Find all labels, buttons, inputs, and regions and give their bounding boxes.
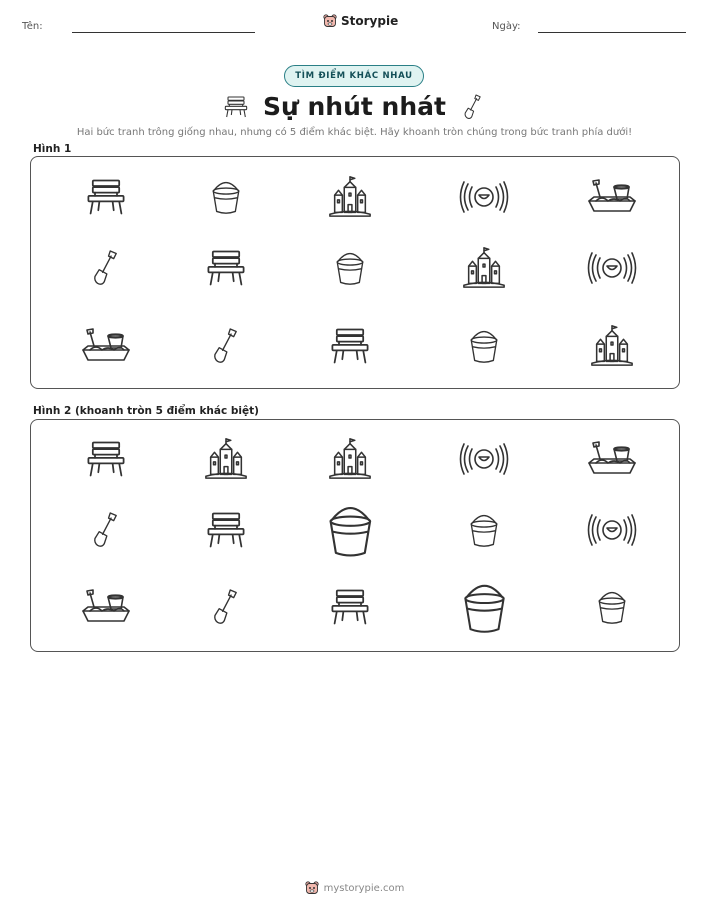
bucket-icon[interactable] [324,501,377,560]
bucket-icon[interactable] [467,327,501,365]
shovel-icon[interactable] [89,506,123,554]
activity-badge: TÌM ĐIỂM KHÁC NHAU [284,65,424,87]
bench-icon[interactable] [204,510,248,550]
bench-icon[interactable] [328,326,372,366]
sandcastle-icon[interactable] [327,437,373,481]
bucket-icon[interactable] [459,579,510,636]
bench-icon[interactable] [84,439,128,479]
sandcastle-icon[interactable] [461,246,507,290]
brand-logo [323,14,398,28]
bucket-icon[interactable] [333,249,367,287]
instructions: Hai bức tranh trông giống nhau, nhưng có 5 điểm khác biệt. Hãy khoanh tròn chúng trong bức tranh phía dưới! [76,127,633,138]
bucket-icon[interactable] [595,588,629,626]
bucket-icon[interactable] [209,178,243,216]
name-label: Tên: [22,21,43,32]
bench-icon[interactable] [204,248,248,288]
brand-name: Storypie [341,14,399,28]
picture2-label: Hình 2 (khoanh tròn 5 điểm khác biệt) [33,405,259,417]
date-line[interactable] [538,32,686,33]
bear-logo-icon [323,14,337,28]
sandbox-icon[interactable] [79,326,133,366]
sandbox-icon[interactable] [585,177,639,217]
date-label: Ngày: [492,21,521,32]
bench-icon[interactable] [328,587,372,627]
shovel-icon [461,93,485,121]
shovel-icon[interactable] [89,244,123,292]
shovel-icon[interactable] [209,583,243,631]
speaker-icon[interactable] [587,510,637,550]
speaker-icon[interactable] [587,248,637,288]
sandbox-icon[interactable] [585,439,639,479]
bear-logo-icon [305,881,319,895]
shovel-icon[interactable] [209,322,243,370]
footer [0,881,709,895]
name-line[interactable] [72,32,255,33]
sandcastle-icon[interactable] [203,437,249,481]
bench-icon[interactable] [84,177,128,217]
bucket-icon[interactable] [467,511,501,549]
sandbox-icon[interactable] [79,587,133,627]
speaker-icon[interactable] [459,439,509,479]
picture1-label: Hình 1 [33,143,72,155]
sandcastle-icon[interactable] [327,175,373,219]
footer-url[interactable]: mystorypie.com [323,882,405,894]
sandcastle-icon[interactable] [589,324,635,368]
page-title: Sự nhút nhát [263,92,446,121]
speaker-icon[interactable] [459,177,509,217]
